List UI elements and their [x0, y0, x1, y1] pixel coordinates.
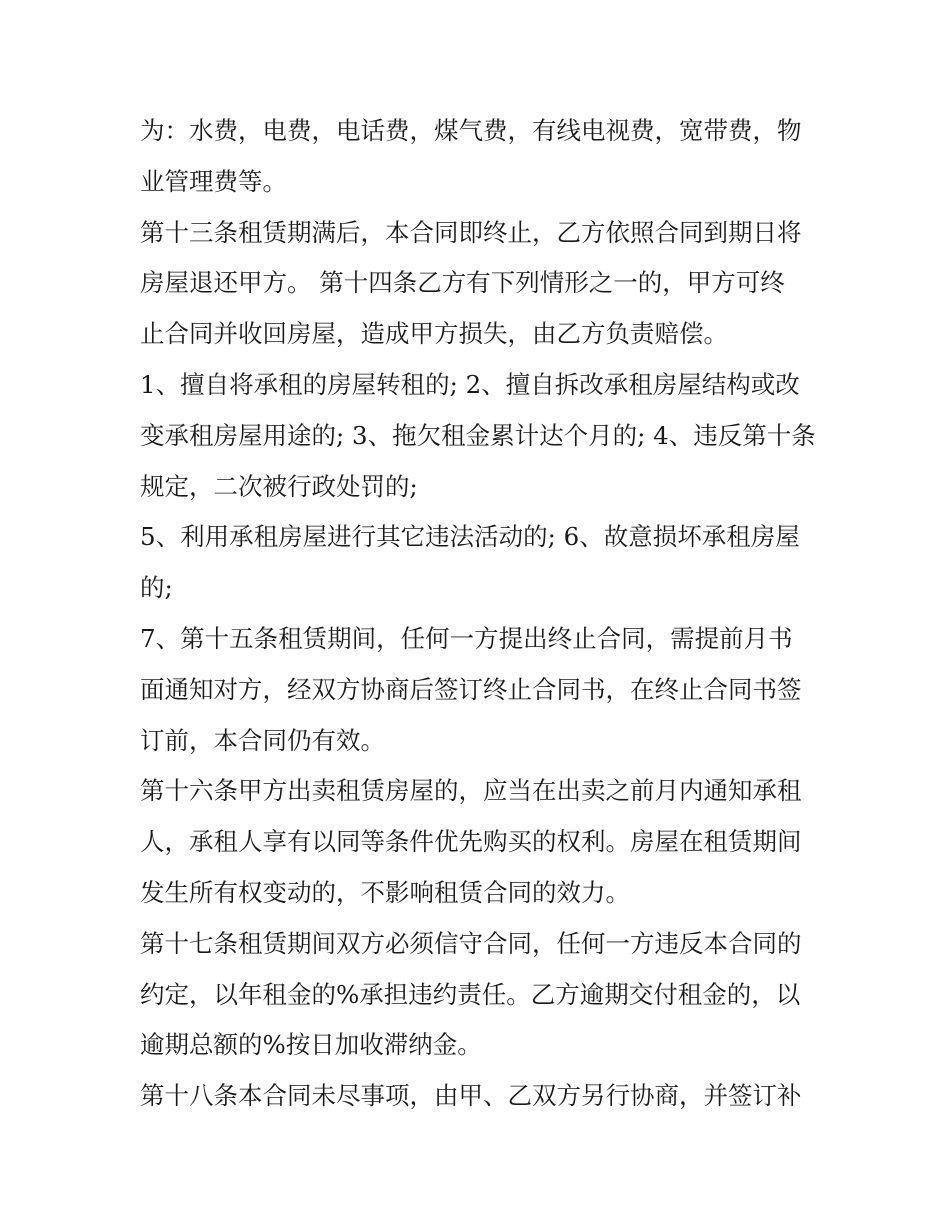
text-line: 面通知对方，经双方协商后签订终止合同书，在终止合同书签: [140, 674, 802, 704]
text-line: 变承租房屋用途的; 3、拖欠租金累计达个月的; 4、违反第十条: [140, 420, 816, 450]
text-line: 业管理费等。: [140, 166, 287, 196]
paragraph-article-13-14: [140, 208, 820, 360]
paragraph-article-17: [140, 919, 820, 1071]
text-line: 第十六条甲方出卖租赁房屋的，应当在出卖之前月内通知承租: [140, 776, 802, 806]
text-line: 人，承租人享有以同等条件优先购买的权利。房屋在租赁期间: [140, 827, 802, 857]
paragraph-article-18: [140, 1071, 820, 1122]
document-body: [140, 106, 820, 1122]
text-line: 发生所有权变动的，不影响租赁合同的效力。: [140, 877, 630, 907]
paragraph-fees: [140, 106, 820, 208]
text-line: 止合同并收回房屋，造成甲方损失，由乙方负责赔偿。: [140, 319, 728, 349]
text-line: 第十七条租赁期间双方必须信守合同，任何一方违反本合同的: [140, 928, 802, 958]
text-line: 5、利用承租房屋进行其它违法活动的; 6、故意损坏承租房屋: [140, 522, 800, 552]
text-line: 约定，以年租金的%承担违约责任。乙方逾期交付租金的，以: [140, 979, 801, 1009]
paragraph-items-5-6: [140, 512, 820, 614]
text-line: 规定，二次被行政处罚的;: [140, 471, 418, 501]
paragraph-items-1-4: [140, 360, 820, 512]
paragraph-article-16: [140, 766, 820, 918]
text-line: 第十八条本合同未尽事项，由甲、乙双方另行协商，并签订补: [140, 1081, 802, 1111]
text-line: 7、第十五条租赁期间，任何一方提出终止合同，需提前月书: [140, 623, 793, 653]
text-line: 房屋退还甲方。 第十四条乙方有下列情形之一的，甲方可终: [140, 268, 785, 298]
text-line: 订前，本合同仍有效。: [140, 725, 385, 755]
text-line: 第十三条租赁期满后，本合同即终止，乙方依照合同到期日将: [140, 217, 802, 247]
paragraph-article-15: [140, 614, 820, 766]
text-line: 的;: [140, 573, 173, 603]
text-line: 为：水费，电费，电话费，煤气费，有线电视费，宽带费，物: [140, 116, 802, 145]
text-line: 逾期总额的%按日加收滞纳金。: [140, 1030, 482, 1060]
text-line: 1、擅自将承租的房屋转租的; 2、擅自拆改承租房屋结构或改: [140, 369, 800, 399]
